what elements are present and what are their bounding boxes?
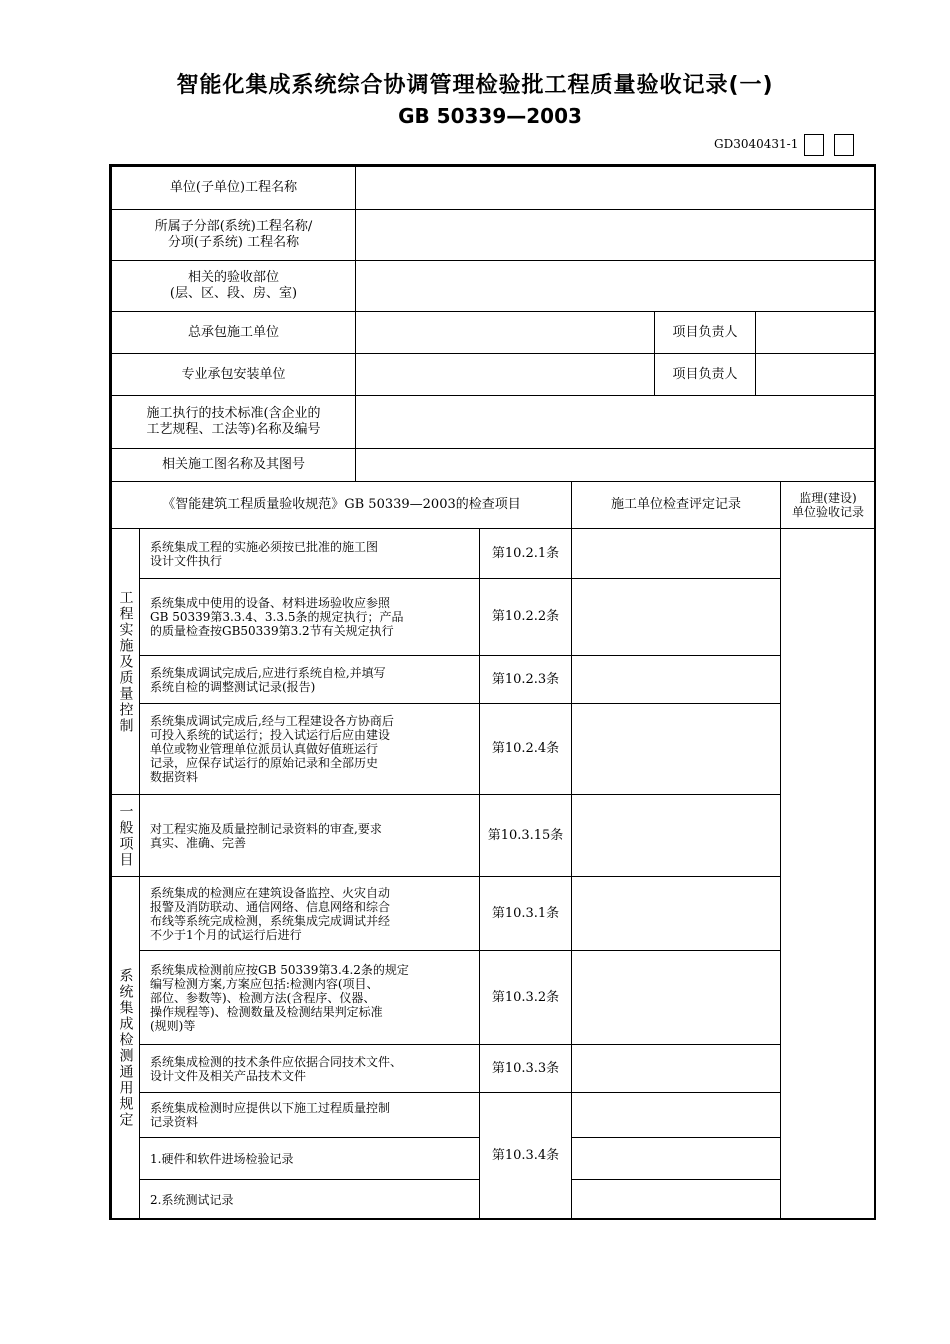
contractor-record-cell[interactable] [571,1092,781,1138]
form-code: GD3040431-1 [714,137,799,151]
field-subdivision-name[interactable] [355,209,876,261]
item-clause: 第10.2.3条 [479,655,572,704]
field-specialty-contractor[interactable] [355,353,655,396]
item-text: 1.硬件和软件进场检验记录 [139,1137,480,1180]
label-project-manager-2: 项目负责人 [654,353,756,396]
label-specialty-contractor: 专业承包安装单位 [111,353,356,396]
column-head-supervisor-record: 监理(建设) 单位验收记录 [780,481,876,529]
contractor-record-cell[interactable] [571,578,781,656]
column-head-contractor-record: 施工单位检查评定记录 [571,481,781,529]
item-text: 系统集成调试完成后,应进行系统自检,并填写 系统自检的调整测试记录(报告) [139,655,480,704]
item-clause: 第10.2.4条 [479,703,572,795]
form-code-box-2[interactable] [834,134,854,156]
label-general-contractor: 总承包施工单位 [111,311,356,354]
item-text: 2.系统测试记录 [139,1179,480,1220]
item-text: 系统集成检测的技术条件应依据合同技术文件、 设计文件及相关产品技术文件 [139,1044,480,1093]
field-inspection-part[interactable] [355,260,876,312]
contractor-record-cell[interactable] [571,703,781,795]
label-drawing-name: 相关施工图名称及其图号 [111,448,356,482]
form-code-box-1[interactable] [804,134,824,156]
contractor-record-cell[interactable] [571,876,781,951]
item-text: 对工程实施及质量控制记录资料的审查,要求 真实、准确、完善 [139,794,480,877]
item-text: 系统集成的检测应在建筑设备监控、火灾自动 报警及消防联动、通信网络、信息网络和综合 布线等系统完成检测，系统集成完成调试并经 不少于1个月的试运行后进行 [139,876,480,951]
label-unit-project-name: 单位(子单位)工程名称 [111,166,356,210]
field-project-manager-2[interactable] [755,353,876,396]
item-text: 系统集成检测时应提供以下施工过程质量控制 记录资料 [139,1092,480,1138]
item-clause: 第10.3.4条 [479,1092,572,1220]
contractor-record-cell[interactable] [571,1044,781,1093]
field-general-contractor[interactable] [355,311,655,354]
item-text: 系统集成调试完成后,经与工程建设各方协商后 可投入系统的试运行；投入试运行后应由建设 单位或物业管理单位派员认真做好值班运行 记录，应保存试运行的原始记录和全部历史 数据资料 [139,703,480,795]
field-project-manager-1[interactable] [755,311,876,354]
group-general-items: 一般项目 [111,794,140,877]
label-subdivision-name: 所属子分部(系统)工程名称/ 分项(子系统) 工程名称 [111,209,356,261]
item-clause: 第10.2.2条 [479,578,572,656]
contractor-record-cell[interactable] [571,794,781,877]
supervisor-record-cell[interactable] [780,528,876,1220]
contractor-record-cell[interactable] [571,655,781,704]
contractor-record-cell[interactable] [571,1179,781,1220]
item-text: 系统集成工程的实施必须按已批准的施工图 设计文件执行 [139,528,480,579]
label-standard-name: 施工执行的技术标准(含企业的 工艺规程、工法等)名称及编号 [111,395,356,449]
column-head-items: 《智能建筑工程质量验收规范》GB 50339—2003的检查项目 [111,481,572,529]
label-project-manager-1: 项目负责人 [654,311,756,354]
label-inspection-part: 相关的验收部位 (层、区、段、房、室) [111,260,356,312]
field-standard-name[interactable] [355,395,876,449]
contractor-record-cell[interactable] [571,1137,781,1180]
item-text: 系统集成检测前应按GB 50339第3.4.2条的规定 编写检测方案,方案应包括:检测内容(项目、 部位、参数等)、检测方法(含程序、仪器、 操作规程等)、检测数量及检测结果判定标准 (规则)等 [139,950,480,1045]
item-text: 系统集成中使用的设备、材料进场验收应参照 GB 50339第3.3.4、3.3.5条的规定执行；产品 的质量检查按GB50339第3.2节有关规定执行 [139,578,480,656]
field-drawing-name[interactable] [355,448,876,482]
form-code-area [700,134,860,156]
item-clause: 第10.3.2条 [479,950,572,1045]
group-construction-quality: 工程实施及质量控制 [111,528,140,795]
contractor-record-cell[interactable] [571,528,781,579]
item-clause: 第10.3.15条 [479,794,572,877]
field-unit-project-name[interactable] [355,166,876,210]
item-clause: 第10.3.1条 [479,876,572,951]
inspection-record-table [109,164,876,1220]
contractor-record-cell[interactable] [571,950,781,1045]
item-clause: 第10.2.1条 [479,528,572,579]
standard-number: GB 50339—2003 [398,104,582,128]
document-title: 智能化集成系统综合协调管理检验批工程质量验收记录(一) [176,73,774,98]
item-clause: 第10.3.3条 [479,1044,572,1093]
group-integration-testing: 系统集成检测通用规定 [111,876,140,1220]
